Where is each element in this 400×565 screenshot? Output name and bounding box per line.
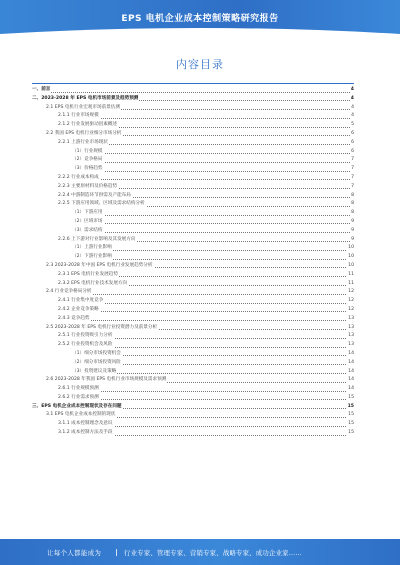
toc-entry-label: 3.1.2 成本控制方法及手段 — [58, 429, 114, 438]
toc-entry[interactable] — [32, 280, 354, 289]
toc-entry-page: 10 — [347, 244, 354, 253]
toc-entry-page: 14 — [347, 359, 354, 368]
toc-entry-label: 2.6.1 行业规模预测 — [58, 385, 100, 394]
toc-entry[interactable] — [32, 359, 354, 368]
toc-entry-label: （3）需求结构 — [72, 227, 104, 236]
toc-entry-page: 12 — [347, 306, 354, 315]
report-header — [0, 0, 400, 34]
toc-entry-page: 15 — [347, 394, 354, 403]
toc-entry-label: （3）投资建议及策略 — [72, 368, 117, 377]
toc-entry-page: 7 — [350, 165, 354, 174]
toc-heading: 内容目录 — [176, 58, 224, 71]
toc-entry[interactable] — [32, 236, 354, 245]
toc-entry-page: 10 — [347, 262, 354, 271]
toc-entry-page: 5 — [350, 121, 354, 130]
toc-entry-page: 9 — [350, 218, 354, 227]
toc-entry[interactable] — [32, 271, 354, 280]
toc-entry-label: 2.5.2 行业投资机会及风险 — [58, 341, 114, 350]
toc-entry[interactable] — [32, 174, 354, 183]
toc-entry-label: 2.4 行业竞争格局分析 — [46, 288, 93, 297]
toc-entry-page: 8 — [350, 192, 354, 201]
toc-entry-page: 6 — [350, 148, 354, 157]
table-of-contents — [32, 86, 354, 438]
toc-leader-dots — [72, 215, 350, 216]
toc-entry-label: （2）区域市场 — [72, 218, 104, 227]
toc-entry-label: （2）下游行业影响 — [72, 253, 113, 262]
toc-leader-dots — [58, 391, 350, 392]
toc-entry[interactable] — [32, 288, 354, 297]
toc-entry-label: 2.2.5 下游应用领域、区域及需求结构分析 — [58, 200, 146, 209]
toc-entry-label: （3）价格趋势 — [72, 165, 104, 174]
toc-entry[interactable] — [32, 315, 354, 324]
toc-entry-label: 2.2.2 行业成本构成 — [58, 174, 100, 183]
toc-entry-page: 7 — [350, 183, 354, 192]
toc-entry-label: 2.3.2 EPS 电机行业技术发展方向 — [58, 280, 128, 289]
toc-entry-page: 13 — [347, 315, 354, 324]
toc-entry-label: 2.6.2 行业需求预测 — [58, 394, 100, 403]
toc-entry-page: 13 — [347, 332, 354, 341]
toc-entry-page: 11 — [347, 271, 354, 280]
toc-entry[interactable] — [32, 209, 354, 218]
toc-entry[interactable] — [32, 376, 354, 385]
toc-entry-page: 15 — [347, 429, 354, 438]
toc-entry[interactable] — [32, 130, 354, 139]
toc-entry[interactable] — [32, 420, 354, 429]
toc-entry[interactable] — [32, 341, 354, 350]
toc-entry[interactable] — [32, 86, 354, 95]
toc-entry[interactable] — [32, 253, 354, 262]
toc-entry-page: 10 — [347, 253, 354, 262]
toc-entry-page: 7 — [350, 174, 354, 183]
toc-entry-page: 4 — [350, 104, 354, 113]
toc-entry-page: 4 — [350, 95, 354, 104]
toc-entry-page: 12 — [347, 288, 354, 297]
header-wave — [0, 25, 400, 39]
toc-leader-dots — [72, 171, 350, 172]
toc-entry[interactable] — [32, 104, 354, 113]
toc-entry[interactable] — [32, 411, 354, 420]
toc-entry-page: 14 — [347, 385, 354, 394]
toc-entry[interactable] — [32, 429, 354, 438]
toc-entry[interactable] — [32, 332, 354, 341]
footer-roles: 行业专家、管理专家、营销专家、战略专家、成功企业家…… — [124, 549, 302, 557]
toc-entry-label: 2.1.2 行业发展驱动因素概述 — [58, 121, 118, 130]
toc-entry-label: 3.1 EPS 电机企业成本控制的现状 — [46, 411, 116, 420]
toc-entry-label: 2.4.3 竞争趋势 — [58, 315, 91, 324]
toc-entry-label: 一、前言 — [32, 86, 51, 95]
toc-entry[interactable] — [32, 183, 354, 192]
toc-entry-page: 15 — [347, 411, 354, 420]
toc-entry[interactable] — [32, 156, 354, 165]
toc-entry-page: 9 — [350, 236, 354, 245]
toc-entry-label: 3.1.1 成本控制理念及意识 — [58, 420, 114, 429]
toc-entry-label: 2.5 2023-2028 年 EPS 电机行业投资潜力及前景分析 — [46, 324, 158, 333]
toc-entry-page: 14 — [347, 376, 354, 385]
toc-leader-dots — [58, 118, 350, 119]
toc-entry[interactable] — [32, 324, 354, 333]
toc-entry-page: 9 — [350, 227, 354, 236]
toc-leader-dots — [58, 311, 350, 312]
toc-entry-label: 2.4.2 企业竞争策略 — [58, 306, 100, 315]
report-title: EPS 电机企业成本控制策略研究报告 — [121, 14, 279, 24]
toc-entry-label: （1）行业规模 — [72, 148, 104, 157]
toc-entry[interactable] — [32, 262, 354, 271]
toc-entry[interactable] — [32, 95, 354, 104]
toc-entry-page: 15 — [347, 403, 354, 412]
toc-entry[interactable] — [32, 192, 354, 201]
toc-entry-label: 二、2023-2028 年 EPS 电机市场前景及趋势预测 — [32, 95, 139, 104]
footer — [0, 530, 400, 565]
toc-entry-page: 4 — [350, 86, 354, 95]
toc-entry[interactable] — [32, 148, 354, 157]
toc-entry-page: 11 — [347, 280, 354, 289]
toc-entry-label: 2.1.1 行业市场规模 — [58, 112, 100, 121]
toc-entry-label: （1）上游行业影响 — [72, 244, 113, 253]
toc-entry-page: 8 — [350, 209, 354, 218]
toc-entry-page: 6 — [350, 139, 354, 148]
toc-entry-page: 4 — [350, 112, 354, 121]
toc-leader-dots — [72, 259, 350, 260]
footer-divider — [116, 549, 117, 556]
toc-leader-dots — [72, 250, 350, 251]
toc-entry-page: 14 — [347, 368, 354, 377]
toc-entry-label: 2.2.4 中游制造环节供需及产能布局 — [58, 192, 132, 201]
toc-entry-page: 8 — [350, 200, 354, 209]
toc-entry[interactable] — [32, 112, 354, 121]
toc-leader-dots — [58, 320, 350, 321]
toc-entry-page: 13 — [347, 324, 354, 333]
toc-entry[interactable] — [32, 139, 354, 148]
toc-entry-label: （2）细分市场投资风险 — [72, 359, 122, 368]
toc-entry-page: 6 — [350, 130, 354, 139]
toc-entry-label: （2）竞争格局 — [72, 156, 104, 165]
toc-entry[interactable] — [32, 297, 354, 306]
toc-entry-page: 14 — [347, 350, 354, 359]
toc-leader-dots — [58, 179, 350, 180]
toc-entry[interactable] — [32, 165, 354, 174]
toc-entry-label: 2.1 EPS 电机行业宏观市场前景估测 — [46, 104, 121, 113]
toc-top-rule — [32, 83, 354, 84]
toc-entry-page: 13 — [347, 341, 354, 350]
toc-entry-label: 2.5.1 行业投资吸引力分析 — [58, 332, 114, 341]
toc-entry-label: （1）细分市场投资机会 — [72, 350, 122, 359]
toc-entry[interactable] — [32, 306, 354, 315]
toc-entry-label: （1）下游应用 — [72, 209, 104, 218]
toc-entry-label: 2.3 2023-2028 年中国 EPS 电机行业发展趋势分析 — [46, 262, 154, 271]
toc-entry[interactable] — [32, 121, 354, 130]
toc-leader-dots — [72, 153, 350, 154]
toc-entry-label: 2.6 2023-2028 年我国 EPS 电机行业市场规模及需求预测 — [46, 376, 167, 385]
toc-entry[interactable] — [32, 385, 354, 394]
toc-leader-dots — [72, 223, 350, 224]
toc-entry[interactable] — [32, 218, 354, 227]
toc-leader-dots — [72, 162, 350, 163]
footer-slogan: 让每个人都能成为 — [47, 549, 102, 557]
toc-leader-dots — [72, 232, 350, 233]
toc-entry[interactable] — [32, 368, 354, 377]
toc-entry[interactable] — [32, 227, 354, 236]
toc-leader-dots — [58, 399, 350, 400]
toc-entry-page: 15 — [347, 420, 354, 429]
toc-entry[interactable] — [32, 200, 354, 209]
toc-entry-label: 2.2.1 上游行业市场现状 — [58, 139, 109, 148]
toc-entry-label: 2.4.1 行业集中度竞争 — [58, 297, 104, 306]
toc-entry[interactable] — [32, 403, 354, 412]
toc-entry-label: 2.2 我国 EPS 电机行业细分市场分析 — [46, 130, 122, 139]
toc-entry-label: 2.2.6 上下游对行业影响及其发展方向 — [58, 236, 136, 245]
toc-entry-label: 三、EPS 电机企业成本控制现状及存在问题 — [32, 403, 123, 412]
toc-entry[interactable] — [32, 244, 354, 253]
toc-entry[interactable] — [32, 350, 354, 359]
toc-leader-dots — [32, 92, 350, 93]
toc-entry-page: 12 — [347, 297, 354, 306]
toc-entry-page: 7 — [350, 156, 354, 165]
toc-entry[interactable] — [32, 394, 354, 403]
toc-entry-label: 2.3.1 EPS 电机行业发展趋势 — [58, 271, 119, 280]
toc-entry-label: 2.2.3 主要原材料及价格趋势 — [58, 183, 118, 192]
